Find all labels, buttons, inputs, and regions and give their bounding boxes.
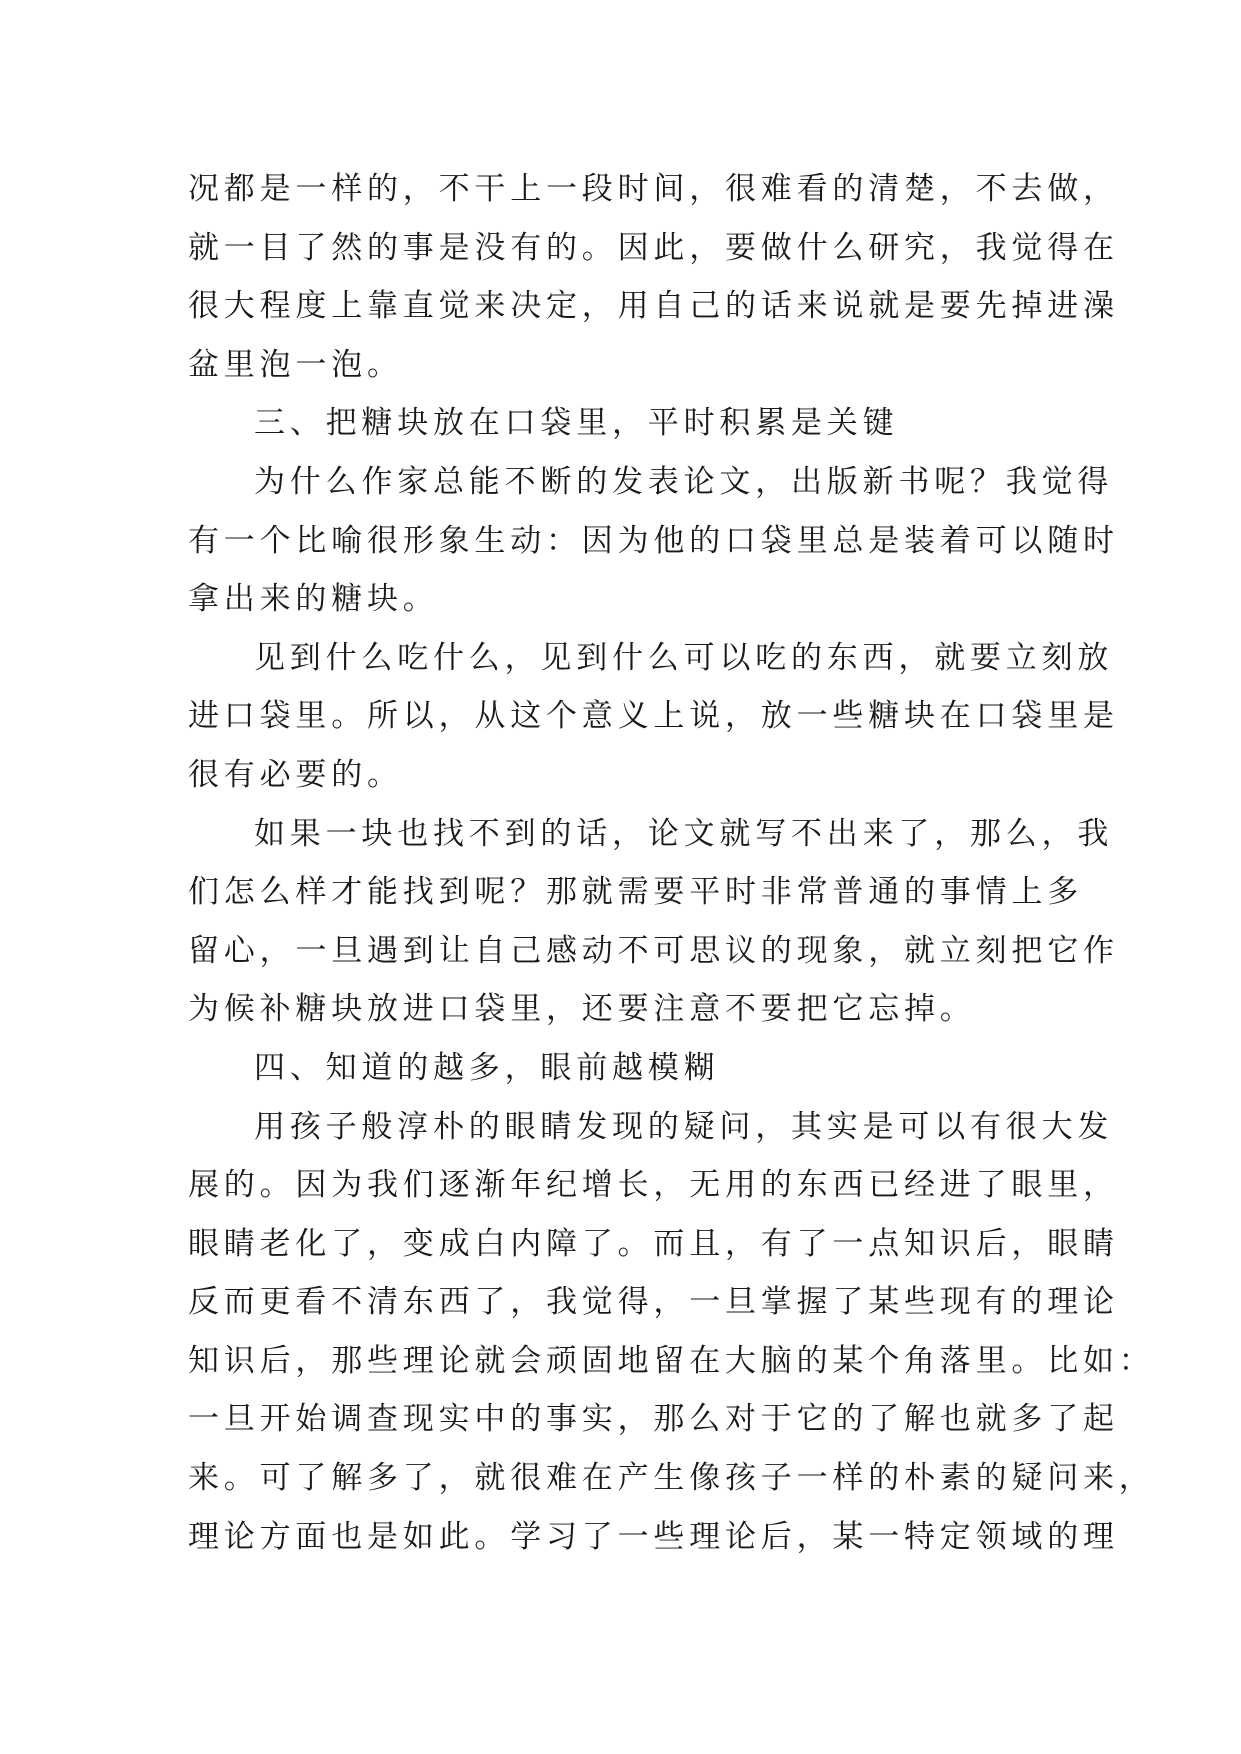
text-line: 理论方面也是如此。学习了一些理论后，某一特定领域的理 (188, 1518, 1119, 1555)
text-line: 见到什么吃什么，见到什么可以吃的东西，就要立刻放 (254, 639, 1114, 676)
text-line: 来。可了解多了，就很难在产生像孩子一样的朴素的疑问来， (188, 1460, 1155, 1497)
text-line: 留心，一旦遇到让自己感动不可思议的现象，就立刻把它作 (188, 932, 1119, 969)
text-line: 就一目了然的事是没有的。因此，要做什么研究，我觉得在 (188, 229, 1119, 266)
section-heading: 四、知道的越多，眼前越模糊 (254, 1049, 720, 1086)
text-line: 展的。因为我们逐渐年纪增长，无用的东西已经进了眼里， (188, 1167, 1119, 1204)
text-line: 盆里泡一泡。 (188, 346, 403, 383)
text-line: 眼睛老化了，变成白内障了。而且，有了一点知识后，眼睛 (188, 1225, 1119, 1262)
text-line: 反而更看不清东西了，我觉得，一旦掌握了某些现有的理论 (188, 1284, 1119, 1321)
text-line: 很有必要的。 (188, 756, 403, 793)
text-line: 况都是一样的，不干上一段时间，很难看的清楚，不去做， (188, 171, 1119, 207)
text-line: 拿出来的糖块。 (188, 581, 439, 618)
text-line: 为什么作家总能不断的发表论文，出版新书呢？我觉得 (254, 463, 1114, 500)
text-line: 如果一块也找不到的话，论文就写不出来了，那么，我 (254, 815, 1114, 852)
text-line: 进口袋里。所以，从这个意义上说，放一些糖块在口袋里是 (188, 698, 1119, 735)
text-line: 们怎么样才能找到呢？那就需要平时非常普通的事情上多 (188, 874, 1083, 911)
body-text (188, 160, 1155, 1566)
text-line: 知识后，那些理论就会顽固地留在大脑的某个角落里。比如： (188, 1342, 1155, 1379)
text-line: 一旦开始调查现实中的事实，那么对于它的了解也就多了起 (188, 1401, 1119, 1438)
text-line: 用孩子般淳朴的眼睛发现的疑问，其实是可以有很大发 (254, 1108, 1114, 1145)
text-line: 为候补糖块放进口袋里，还要注意不要把它忘掉。 (188, 991, 976, 1028)
section-heading: 三、把糖块放在口袋里，平时积累是关键 (254, 405, 899, 442)
text-line: 很大程度上靠直觉来决定，用自己的话来说就是要先掉进澡 (188, 288, 1119, 325)
text-line: 有一个比喻很形象生动：因为他的口袋里总是装着可以随时 (188, 522, 1119, 559)
